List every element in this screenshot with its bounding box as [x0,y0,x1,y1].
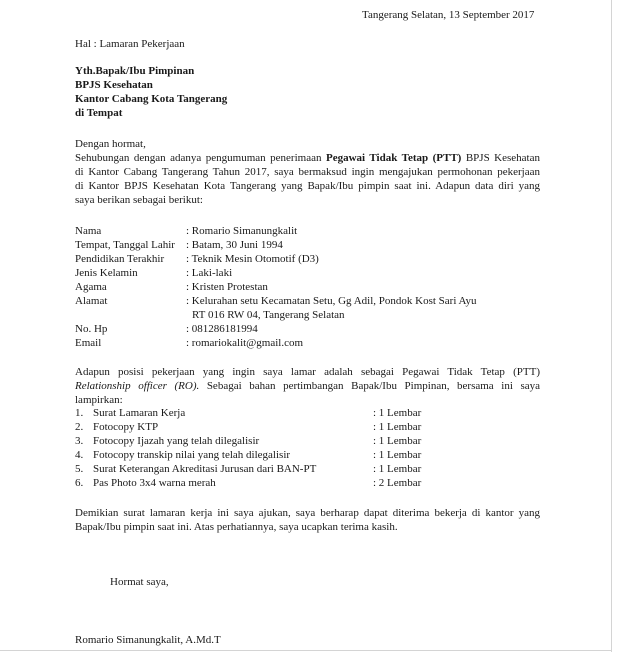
personal-value-email: : romariokalit@gmail.com [186,337,304,349]
attachment-number: 4. [75,449,84,461]
attachment-name: Surat Lamaran Kerja [93,407,186,419]
intro-line-1-pre: Sehubungan dengan adanya pengumuman penerimaan [75,152,326,164]
attachment-number: 1. [75,407,84,419]
signature-name: Romario Simanungkalit, A.Md.T [75,634,221,646]
recipient-line-1: Yth.Bapak/Ibu Pimpinan [75,65,195,77]
intro-paragraph [75,151,540,207]
attachment-number: 5. [75,463,84,475]
attachment-number: 2. [75,421,84,433]
position-line-2 [75,379,540,393]
recipient-line-3: Kantor Cabang Kota Tangerang [75,93,228,105]
personal-label-name: Nama [75,225,102,237]
attachment-quantity: : 1 Lembar [373,407,422,419]
personal-value-religion: : Kristen Protestan [186,281,268,293]
personal-value-name: : Romario Simanungkalit [186,225,298,237]
personal-value-phone: : 081286181994 [186,323,258,335]
personal-label-address: Alamat [75,295,108,307]
intro-line-1-post: BPJS Kesehatan [461,152,540,164]
attachment-number: 3. [75,435,84,447]
personal-value-address: : Kelurahan setu Kecamatan Setu, Gg Adil, Pondok Kost Sari Ayu [186,295,477,307]
attachment-quantity: : 1 Lembar [373,463,422,475]
personal-label-religion: Agama [75,281,107,293]
attachment-name: Surat Keterangan Akreditasi Jurusan dari BAN-PT [93,463,317,475]
attachment-name: Fotocopy Ijazah yang telah dilegalisir [93,435,260,447]
position-line-3: lampirkan: [75,394,123,406]
closing-line-1: Demikian surat lamaran kerja ini saya ajukan, saya berharap dapat diterima bekerja di kantor yang [75,507,540,519]
personal-value-education: : Teknik Mesin Otomotif (D3) [186,253,319,265]
attachment-name: Fotocopy KTP [93,421,159,433]
position-line-1: Adapun posisi pekerjaan yang ingin saya lamar adalah sebagai Pegawai Tidak Tetap (PTT) [75,366,540,378]
letter-date: Tangerang Selatan, 13 September 2017 [362,9,535,21]
attachment-quantity: : 2 Lembar [373,477,422,489]
recipient-line-4: di Tempat [75,107,123,119]
greeting: Dengan hormat, [75,138,146,150]
personal-value-address-cont: RT 016 RW 04, Tangerang Selatan [192,309,345,321]
page-border-bottom [0,650,612,651]
attachment-quantity: : 1 Lembar [373,421,422,433]
sign-off: Hormat saya, [110,576,169,588]
letter-subject: Hal : Lamaran Pekerjaan [75,38,185,50]
position-line-2-rest: Sebagai bahan pertimbangan Bapak/Ibu Pimpinan, bersama ini saya [199,380,541,392]
personal-label-education: Pendidikan Terakhir [75,253,165,265]
position-paragraph [75,365,540,407]
attachment-name: Pas Photo 3x4 warna merah [93,477,216,489]
intro-line-3: di Kantor BPJS Kesehatan Kota Tangerang yang Bapak/Ibu pimpin saat ini. Adapun data diri yang [75,180,540,192]
intro-line-1 [75,151,540,165]
intro-line-4: saya berikan sebagai berikut: [75,194,203,206]
closing-paragraph [75,506,540,534]
recipient-line-2: BPJS Kesehatan [75,79,153,91]
personal-value-gender: : Laki-laki [186,267,233,279]
page-border-right [611,0,612,652]
personal-value-birth: : Batam, 30 Juni 1994 [186,239,283,251]
attachment-number: 6. [75,477,84,489]
personal-label-birth: Tempat, Tanggal Lahir [75,239,175,251]
position-title-italic: Relationship officer (RO). [75,380,200,392]
intro-emphasis: Pegawai Tidak Tetap (PTT) [325,152,462,164]
attachment-quantity: : 1 Lembar [373,435,422,447]
personal-label-phone: No. Hp [75,323,108,335]
attachment-name: Fotocopy transkip nilai yang telah dilegalisir [93,449,291,461]
attachment-quantity: : 1 Lembar [373,449,422,461]
intro-line-2: di Kantor Cabang Tangerang Tahun 2017, saya bermaksud ingin mengajukan permohonan pekerjaan [75,166,540,178]
closing-line-2: Bapak/Ibu pimpin saat ini. Atas perhatiannya, saya ucapkan terima kasih. [75,521,398,533]
personal-label-email: Email [75,337,102,349]
personal-label-gender: Jenis Kelamin [75,267,138,279]
